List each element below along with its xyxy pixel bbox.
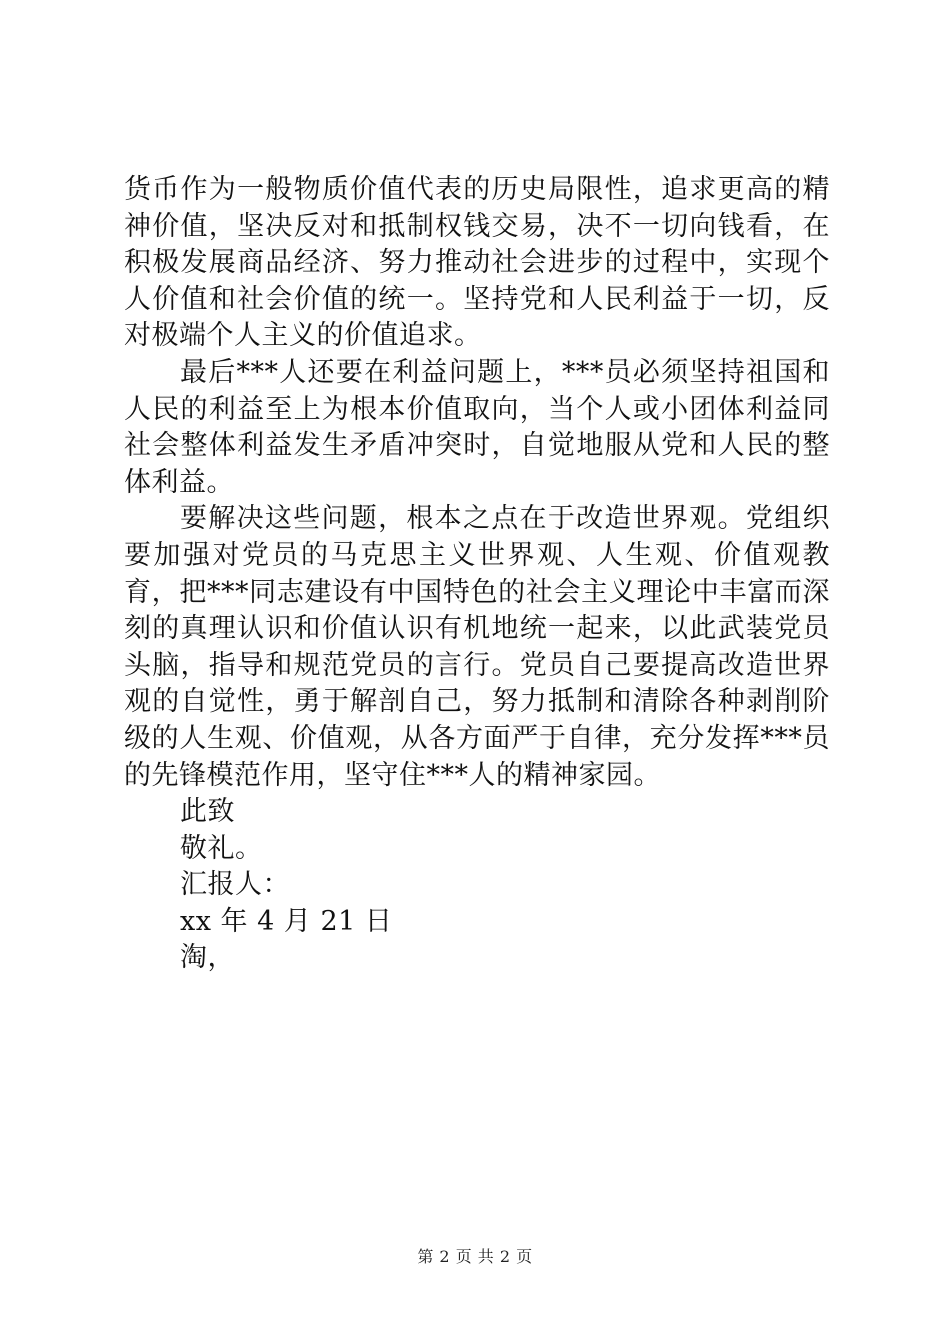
document-body bbox=[124, 172, 830, 977]
trailing-text: 淘， bbox=[180, 942, 235, 974]
report-date: xx 年 4 月 21 日 bbox=[180, 905, 393, 937]
paragraph-2: 最后***人还要在利益问题上，***员必须坚持祖国和人民的利益至上为根本价值取向，当个人或小团体利益同社会整体利益发生矛盾冲突时，自觉地服从党和人民的整体利益。 bbox=[124, 356, 830, 498]
page-number-footer: 第 2 页 共 2 页 bbox=[417, 1247, 533, 1266]
paragraph-1: 货币作为一般物质价值代表的历史局限性，追求更高的精神价值，坚决反对和抵制权钱交易，决不一切向钱看，在积极发展商品经济、努力推动社会进步的过程中，实现个人价值和社会价值的统一。坚持党和人民利益于一切，反对极端个人主义的价值追求。 bbox=[124, 174, 830, 352]
paragraph-3: 要解决这些问题，根本之点在于改造世界观。党组织要加强对党员的马克思主义世界观、人生观、价值观教育，把***同志建设有中国特色的社会主义理论中丰富而深刻的真理认识和价值认识有机地统一起来，以此武装党员头脑，指导和规范党员的言行。党员自己要提高改造世界观的自觉性，勇于解剖自己，努力抵制和清除各种剥削阶级的人生观、价值观，从各方面严于自律，充分发挥***员的先锋模范作用，坚守住***人的精神家园。 bbox=[124, 503, 830, 791]
reporter-label: 汇报人： bbox=[180, 869, 290, 901]
closing-salutation: 此致 bbox=[180, 796, 235, 828]
closing-regards: 敬礼。 bbox=[180, 832, 263, 864]
